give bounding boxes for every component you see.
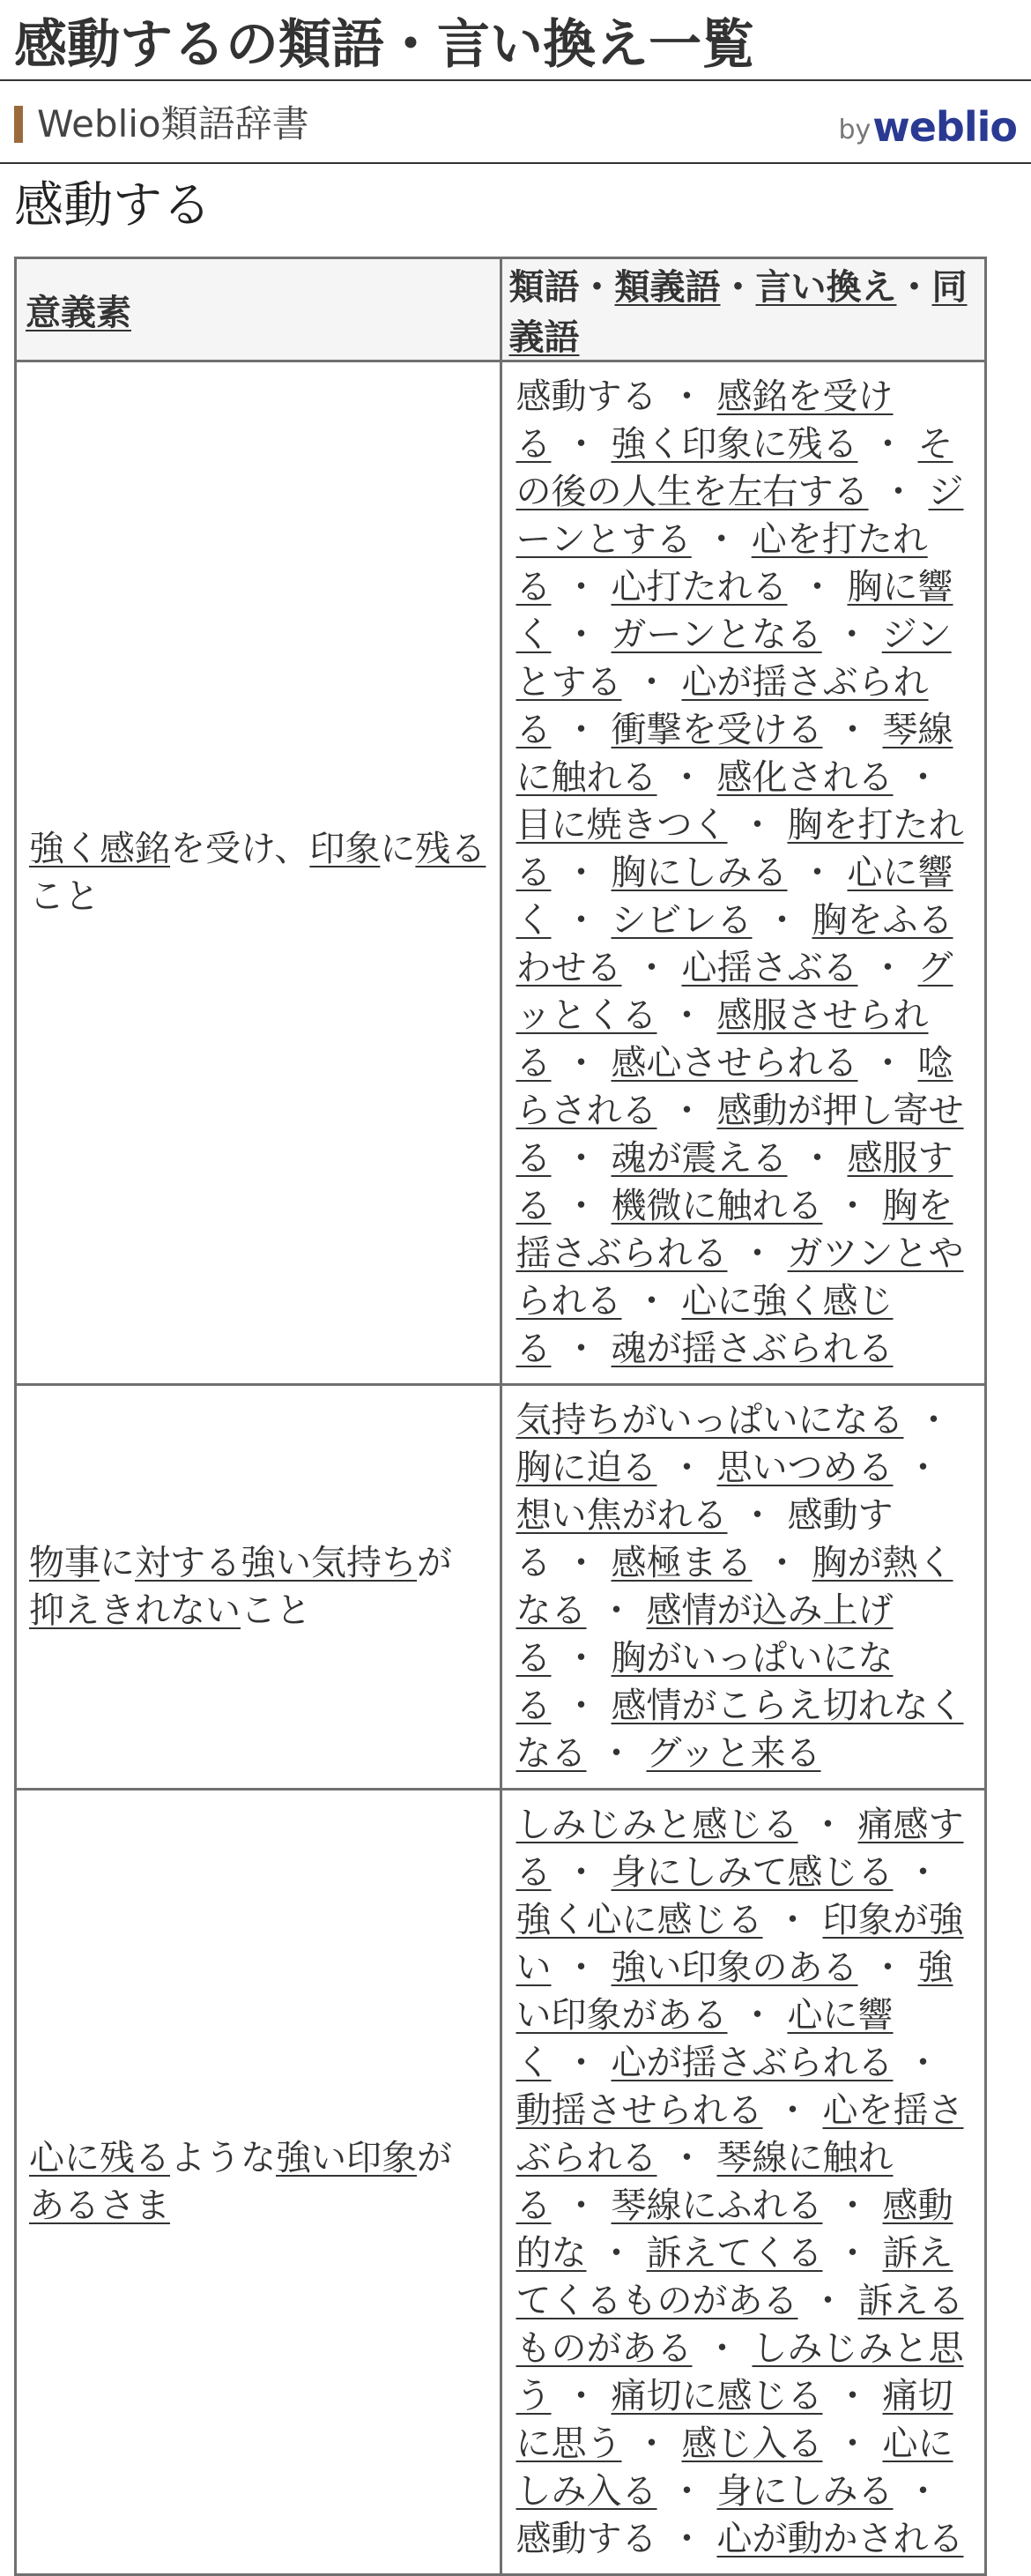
synonym-separator: ・ (669, 1448, 705, 1488)
synonym-separator: ・ (834, 1186, 871, 1226)
synonym-separator: ・ (739, 1495, 775, 1536)
synonym-separator: ・ (905, 1448, 941, 1488)
synonym-link[interactable]: しみじみと感じる (516, 1805, 798, 1845)
synonym-link[interactable]: 感服する (516, 1138, 953, 1226)
synonym-link[interactable]: グッと来る (646, 1733, 821, 1774)
synonym-separator: ・ (669, 1091, 705, 1131)
synonym-link[interactable]: 琴線に触れる (516, 710, 953, 798)
synonym-link[interactable]: 感極まる (611, 1543, 753, 1583)
synonym-link[interactable]: 感じ入る (681, 2423, 823, 2464)
header-separator: ・ (896, 267, 932, 308)
synonym-link[interactable]: 心に強く感じる (516, 1281, 894, 1369)
synonym-link[interactable]: 感心させられる (611, 1043, 858, 1083)
synonym-link[interactable]: 胸をふるわせる (516, 900, 953, 988)
synonym-link[interactable]: 目に焼きつく (516, 805, 728, 845)
meaning-link[interactable]: 強い (276, 2138, 346, 2178)
synonym-separator: ・ (834, 2423, 871, 2464)
synonym-separator: ・ (563, 1852, 599, 1893)
meaning-text: ような (170, 2138, 276, 2178)
accent-bar (14, 106, 23, 143)
synonym-separator: ・ (834, 2376, 871, 2416)
synonym-link[interactable]: 魂が震える (611, 1138, 788, 1179)
synonym-separator: ・ (563, 900, 599, 941)
synonym-link[interactable]: 感服させられる (516, 995, 929, 1083)
synonym-link[interactable]: 心を揺さぶられる (516, 2090, 964, 2178)
table-row (16, 361, 986, 1385)
meaning-text: こと (241, 1590, 311, 1631)
synonym-link[interactable]: 心を打たれる (516, 519, 928, 607)
synonym-separator: ・ (834, 614, 870, 655)
synonym-link[interactable]: 衝撃を受ける (611, 710, 823, 750)
synonym-link[interactable]: 心が揺さぶられる (611, 2043, 894, 2083)
synonym-separator: ・ (764, 1543, 800, 1583)
synonym-separator: ・ (799, 1138, 835, 1179)
synonym-link[interactable]: 胸にしみる (611, 852, 788, 893)
meaning-link[interactable]: 印象 (346, 2138, 417, 2178)
header-meaning (16, 258, 501, 361)
synonym-separator: ・ (739, 805, 775, 845)
table-row (16, 1790, 986, 2575)
synonym-link[interactable]: 感化される (716, 757, 894, 798)
synonym-link[interactable]: 心に響く (516, 1995, 894, 2083)
synonym-separator: ・ (598, 2233, 634, 2274)
meaning-text: に (380, 829, 416, 869)
synonym-separator: ・ (563, 852, 599, 893)
header-term-link[interactable]: 言い換え (755, 267, 897, 308)
synonym-separator: ・ (916, 1400, 952, 1441)
synonym-link[interactable]: 心にしみ入る (516, 2423, 953, 2512)
synonym-separator: ・ (634, 948, 670, 988)
header-synonyms (501, 258, 986, 361)
synonym-separator: ・ (669, 995, 705, 1036)
synonym-link[interactable]: 琴線に触れる (516, 2138, 894, 2226)
synonym-link[interactable]: 想い焦がれる (516, 1495, 728, 1536)
meaning-link[interactable]: 心に残る (29, 2138, 170, 2178)
synonym-link[interactable]: 痛切に感じる (611, 2376, 823, 2416)
header-separator: ・ (720, 267, 756, 308)
synonym-separator: ・ (775, 1900, 811, 1940)
synonym-text: 感動する (516, 2519, 657, 2559)
synonym-separator: ・ (870, 424, 906, 465)
synonym-separator: ・ (905, 2471, 941, 2512)
synonym-link[interactable]: ジーンとする (516, 472, 964, 560)
synonym-link[interactable]: 魂が揺さぶられる (611, 1329, 894, 1369)
synonym-separator: ・ (703, 519, 739, 560)
synonym-link[interactable]: 痛感する (516, 1805, 964, 1893)
synonym-link[interactable]: 唸らされる (516, 1043, 953, 1131)
meaning-cell (16, 361, 501, 1385)
synonym-link[interactable]: 感動が押し寄せる (516, 1091, 964, 1179)
synonym-link[interactable]: 心打たれる (611, 567, 788, 607)
synonym-link[interactable]: 胸に迫る (516, 1448, 657, 1488)
synonym-link[interactable]: 身にしみる (716, 2471, 894, 2512)
meaning-cell (16, 1790, 501, 2575)
synonym-link[interactable]: 心揺さぶる (681, 948, 858, 988)
headword: 感動する (14, 177, 211, 235)
synonym-separator: ・ (834, 2185, 871, 2226)
synonym-separator: ・ (834, 710, 871, 750)
synonym-separator: ・ (563, 2185, 599, 2226)
synonym-separator: ・ (634, 2423, 670, 2464)
synonym-separator: ・ (669, 2138, 705, 2178)
synonym-link[interactable]: 胸を揺さぶられる (516, 1186, 953, 1274)
meaning-text: が (417, 2138, 452, 2178)
synonym-separator: ・ (598, 1590, 634, 1631)
synonym-separator: ・ (704, 2328, 740, 2369)
synonym-link[interactable]: 感情が込み上げる (516, 1590, 894, 1679)
meaning-text: に (100, 1543, 135, 1583)
header-term-link[interactable]: 類語 (508, 267, 580, 308)
synonym-link[interactable]: 感銘を受ける (516, 376, 894, 465)
synonym-separator: ・ (563, 2043, 599, 2083)
synonym-link[interactable]: 感動的な (516, 2185, 953, 2274)
synonym-link[interactable]: 強い印象がある (516, 1947, 953, 2036)
synonym-separator: ・ (598, 1733, 634, 1774)
synonym-link[interactable]: 気持ちがいっぱいになる (516, 1400, 904, 1441)
meaning-link[interactable]: 強く (29, 829, 100, 869)
synonym-link[interactable]: 感情がこらえ切れなくなる (516, 1686, 964, 1774)
header-term-link[interactable]: 類義語 (614, 267, 721, 308)
synonym-separator: ・ (810, 1805, 846, 1845)
synonym-link[interactable]: しみじみと思う (516, 2328, 964, 2416)
synonym-link[interactable]: 強い印象のある (611, 1947, 858, 1988)
table-header-row (16, 258, 986, 361)
synonym-separator: ・ (870, 1043, 906, 1083)
synonym-table (14, 257, 987, 2576)
meaning-text: が (417, 1543, 452, 1583)
synonym-separator: ・ (563, 1638, 599, 1679)
synonym-separator: ・ (563, 614, 599, 655)
synonym-separator: ・ (764, 900, 800, 941)
synonym-link[interactable]: 痛切に思う (516, 2376, 953, 2464)
meaning-link[interactable]: 物事 (29, 1543, 100, 1583)
synonym-link[interactable]: グッとくる (516, 948, 953, 1036)
synonyms-cell (501, 1790, 986, 2575)
synonym-link[interactable]: 強く印象に残る (611, 424, 858, 465)
meaning-link[interactable]: 気持ち (311, 1543, 417, 1583)
synonym-link[interactable]: 胸を打たれる (516, 805, 964, 893)
synonym-separator: ・ (563, 567, 599, 607)
meaning-link[interactable]: 対する (135, 1543, 241, 1583)
synonym-link[interactable]: 思いつめる (716, 1448, 894, 1488)
synonym-link[interactable]: 琴線にふれる (611, 2185, 823, 2226)
synonym-link[interactable]: 強く心に感じる (516, 1900, 763, 1940)
synonym-separator: ・ (563, 1043, 599, 1083)
synonym-separator: ・ (799, 852, 835, 893)
meaning-link[interactable]: 感銘 (100, 829, 170, 869)
synonym-link[interactable]: 心が揺さぶられる (516, 662, 929, 750)
synonym-separator: ・ (905, 757, 941, 798)
synonym-separator: ・ (834, 2233, 871, 2274)
header-separator: ・ (579, 267, 615, 308)
synonym-link[interactable]: 訴えてくる (646, 2233, 823, 2274)
synonym-separator: ・ (905, 1852, 941, 1893)
synonym-separator: ・ (810, 2281, 846, 2321)
synonym-separator: ・ (563, 1543, 599, 1583)
meaning-link[interactable]: 印象 (309, 829, 381, 869)
dictionary-header (0, 81, 1031, 164)
synonym-separator: ・ (563, 1329, 599, 1369)
synonym-separator: ・ (563, 1138, 599, 1179)
synonym-link[interactable]: 胸がいっぱいになる (516, 1638, 894, 1726)
synonym-separator: ・ (739, 1995, 775, 2036)
header-term-link[interactable]: 同義語 (508, 267, 968, 358)
brand-logo-text: weblio (872, 103, 1017, 151)
synonym-separator: ・ (799, 567, 835, 607)
weblio-logo[interactable] (838, 97, 1017, 150)
synonym-separator: ・ (563, 1947, 599, 1988)
table-row (16, 1385, 986, 1790)
synonym-link[interactable]: ガツンとやられる (516, 1233, 964, 1322)
synonyms-cell (501, 1385, 986, 1790)
synonym-separator: ・ (870, 1947, 906, 1988)
meaning-cell (16, 1385, 501, 1790)
synonym-separator: ・ (775, 2090, 811, 2131)
brand-by-text: by (838, 115, 872, 145)
synonym-separator: ・ (880, 472, 916, 512)
synonym-separator: ・ (669, 757, 705, 798)
synonym-separator: ・ (634, 1281, 670, 1322)
synonym-link[interactable]: ジンとする (516, 614, 952, 703)
synonym-link[interactable]: 機微に触れる (611, 1186, 823, 1226)
synonym-separator: ・ (563, 710, 599, 750)
header-meaning-link[interactable]: 意義素 (26, 292, 131, 333)
synonym-link[interactable]: シビレる (611, 900, 753, 941)
meaning-link[interactable]: 強い (241, 1543, 311, 1583)
synonym-separator: ・ (563, 2376, 599, 2416)
synonym-link[interactable]: 胸が熱くなる (516, 1543, 953, 1631)
meaning-text: こと (29, 876, 100, 917)
synonym-separator: ・ (634, 662, 670, 703)
page-title: 感動するの類語・言い換え一覧 (0, 0, 1031, 81)
synonym-link[interactable]: 印象が強い (516, 1900, 964, 1988)
synonym-separator: ・ (563, 1186, 599, 1226)
synonym-link[interactable]: 心に響く (516, 852, 953, 941)
meaning-link[interactable]: 抑えきれない (29, 1590, 241, 1631)
synonym-separator: ・ (563, 1686, 599, 1726)
synonym-link[interactable]: 心が動かされる (716, 2519, 964, 2559)
synonym-separator: ・ (669, 376, 705, 417)
synonym-separator: ・ (669, 2471, 705, 2512)
synonym-separator: ・ (905, 2043, 941, 2083)
meaning-link[interactable]: あるさま (29, 2185, 170, 2226)
synonym-link[interactable]: ガーンとなる (611, 614, 822, 655)
synonym-link[interactable]: 胸に響く (516, 567, 953, 655)
synonym-text: 感動する (516, 376, 657, 417)
meaning-link[interactable]: 残る (415, 829, 486, 869)
synonym-link[interactable]: 訴えるものがある (516, 2281, 964, 2369)
dictionary-name-link[interactable]: Weblio類語辞書 (37, 102, 309, 145)
synonym-link[interactable]: 身にしみて感じる (611, 1852, 894, 1893)
synonym-link[interactable]: 訴えてくるものがある (516, 2233, 953, 2321)
synonym-separator: ・ (870, 948, 906, 988)
synonym-text: 感動する (516, 1495, 894, 1583)
synonym-separator: ・ (563, 424, 599, 465)
synonyms-cell (501, 361, 986, 1385)
synonym-separator: ・ (739, 1233, 775, 1274)
meaning-text: を受け、 (170, 829, 310, 869)
synonym-separator: ・ (669, 2519, 705, 2559)
synonym-link[interactable]: 動揺させられる (516, 2090, 763, 2131)
synonym-link[interactable]: その後の人生を左右する (516, 424, 953, 512)
